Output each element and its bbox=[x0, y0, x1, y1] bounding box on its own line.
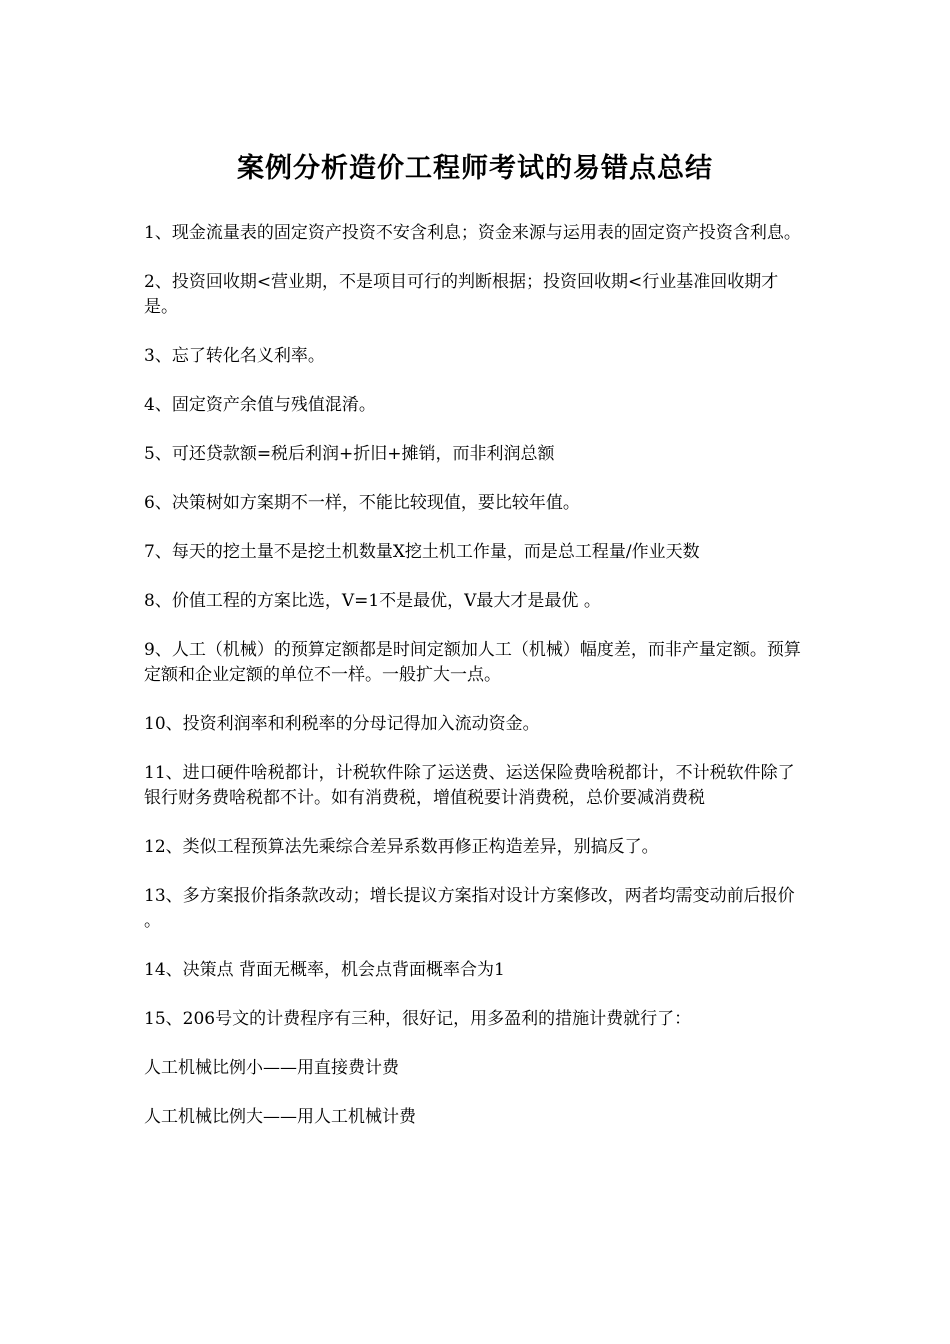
document-title: 案例分析造价工程师考试的易错点总结 bbox=[237, 153, 713, 184]
paragraph-8: 8、价值工程的方案比选，V=1不是最优，V最大才是最优 。 bbox=[144, 591, 601, 611]
paragraph-5: 5、可还贷款额=税后利润+折旧+摊销，而非利润总额 bbox=[144, 444, 555, 464]
paragraph-15: 15、206号文的计费程序有三种，很好记，用多盈利的措施计费就行了： bbox=[144, 1009, 692, 1029]
paragraph-12: 12、类似工程预算法先乘综合差异系数再修正构造差异，别搞反了。 bbox=[144, 837, 659, 857]
paragraph-13: 13、多方案报价指条款改动；增长提议方案指对设计方案修改，两者均需变动前后报价 。 bbox=[144, 886, 801, 931]
paragraph-1: 1、现金流量表的固定资产投资不安含利息；资金来源与运用表的固定资产投资含利息。 bbox=[144, 223, 801, 243]
paragraph-14: 14、决策点 背面无概率，机会点背面概率合为1 bbox=[144, 960, 505, 980]
paragraph-2: 2、投资回收期<营业期，不是项目可行的判断根据；投资回收期<行业基准回收期才是。 bbox=[144, 272, 779, 317]
paragraph-11: 11、进口硬件啥税都计，计税软件除了运送费、运送保险费啥税都计，不计税软件除了银行财务费啥税都不计。如有消费税，增值税要计消费税，总价要减消费税 bbox=[144, 763, 795, 808]
paragraph-3: 3、忘了转化名义利率。 bbox=[144, 346, 325, 366]
paragraph-16: 人工机械比例小——用直接费计费 bbox=[144, 1058, 399, 1078]
paragraph-6: 6、决策树如方案期不一样，不能比较现值，要比较年值。 bbox=[144, 493, 580, 513]
paragraph-4: 4、固定资产余值与残值混淆。 bbox=[144, 395, 376, 415]
paragraph-7: 7、每天的挖土量不是挖土机数量X挖土机工作量，而是总工程量/作业天数 bbox=[144, 542, 700, 562]
paragraph-9: 9、人工（机械）的预算定额都是时间定额加人工（机械）幅度差，而非产量定额。预算定额和企业定额的单位不一样。一般扩大一点。 bbox=[144, 640, 801, 685]
paragraph-17: 人工机械比例大——用人工机械计费 bbox=[144, 1107, 416, 1127]
paragraph-10: 10、投资利润率和利税率的分母记得加入流动资金。 bbox=[144, 714, 540, 734]
